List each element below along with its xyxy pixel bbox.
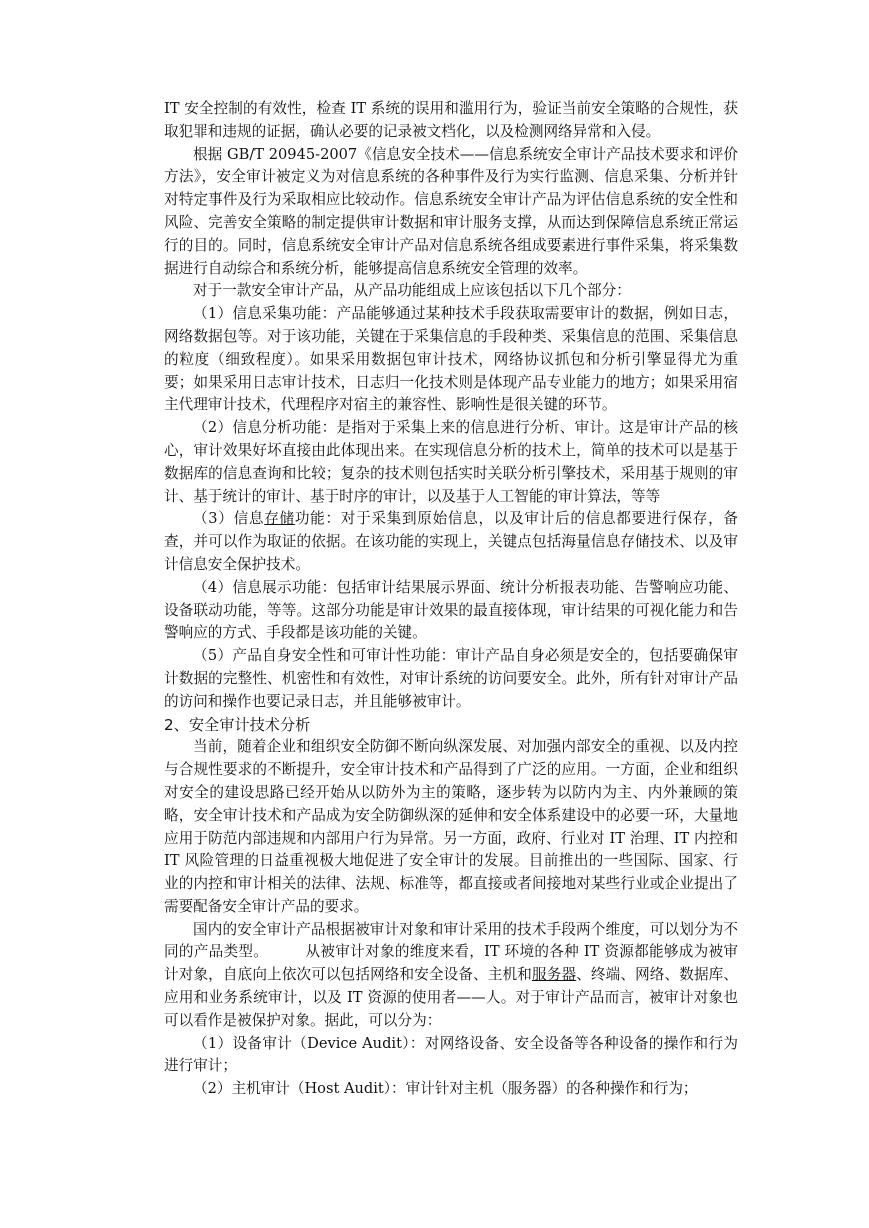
text-span: 、终端、网络、数据库、应用和业务系统审计，以及 IT 资源的使用者——人。对于审计产品而言，被审计对象也可以看作是被保护对象。据此，可以分为： [164,966,738,1029]
text-span: 功能：对于采集到原始信息，以及审计后的信息都要进行保存，备查，并可以作为取证的依据。在该功能的实现上，关键点包括海量信息存储技术、以及审计信息安全保护技术。 [164,510,738,573]
paragraph: （4）信息展示功能：包括审计结果展示界面、统计分析报表功能、告警响应功能、设备联动功能，等等。这部分功能是审计效果的最直接体现，审计结果的可视化能力和告警响应的方式、手段都是该功能的关键。 [164,578,738,642]
paragraph: IT 安全控制的有效性，检查 IT 系统的误用和滥用行为，验证当前安全策略的合规性，获取犯罪和违规的证据，确认必要的记录被文档化，以及检测网络异常和入侵。 [164,100,738,140]
paragraph: 根据 GB/T 20945-2007《信息安全技术——信息系统安全审计产品技术要求和评价方法》，安全审计被定义为对信息系统的各种事件及行为实行监测、信息采集、分析并针对特定事件及行为采取相应比较动作。信息系统安全审计产品为评估信息系统的安全性和风险、完善安全策略的制定提供审计数据和审计服务支撑，从而达到保障信息系统正常运行的目的。同时，信息系统安全审计产品对信息系统各组成要素进行事件采集，将采集数据进行自动综合和系统分析，能够提高信息系统安全管理的效率。 [164,145,738,277]
paragraph: 当前，随着企业和组织安全防御不断向纵深发展、对加强内部安全的重视、以及内控与合规性要求的不断提升，安全审计技术和产品得到了广泛的应用。一方面，企业和组织对安全的建设思路已经开始从以防外为主的策略，逐步转为以防内为主、内外兼顾的策略，安全审计技术和产品成为安全防御纵深的延伸和安全体系建设中的必要一环，大量地应用于防范内部违规和内部用户行为异常。另一方面，政府、行业对 IT 治理、IT 内控和 IT 风险管理的日益重视极大地促进了安全审计的发展。目前推出的一些国际、国家、行业的内控和审计相关的法律、法规、标准等，都直接或者间接地对某些行业或企业提出了需要配备安全审计产品的要求。 [164,738,738,915]
paragraph [164,508,738,576]
paragraph: （5）产品自身安全性和可审计性功能：审计产品自身必须是安全的，包括要确保审计数据的完整性、机密性和有效性，对审计系统的访问要安全。此外，所有针对审计产品的访问和操作也要记录日志，并且能够被审计。 [164,647,738,710]
paragraph: （2）信息分析功能：是指对于采集上来的信息进行分析、审计。这是审计产品的核心，审计效果好坏直接由此体现出来。在实现信息分析的技术上，简单的技术可以是基于数据库的信息查询和比较；复杂的技术则包括实时关联分析引擎技术，采用基于规则的审计、基于统计的审计、基于时序的审计，以及基于人工智能的审计算法，等等 [164,419,738,505]
paragraph: （1）设备审计（Device Audit）：对网络设备、安全设备等各种设备的操作和行为进行审计； [164,1034,738,1075]
underlined-term: 存储 [264,510,295,528]
paragraph [164,919,738,1033]
text-span: 国内的安全审计产品根据被审计对象和审计采用的技术手段两个维度，可以划分为不同的产品类型。 从被审计对象的维度来看，IT 环境的各种 IT 资源都能够成为被审计对象，自底向上依次可以包括网络和安全设备、主机和 [164,920,738,984]
text-span: （3）信息 [193,510,265,528]
underlined-term: 服务器 [532,966,577,984]
section-heading: 2、安全审计技术分析 [164,715,311,734]
paragraph: （1）信息采集功能：产品能够通过某种技术手段获取需要审计的数据，例如日志，网络数据包等。对于该功能，关键在于采集信息的手段种类、采集信息的范围、采集信息的粒度（细致程度）。如果采用数据包审计技术，网络协议抓包和分析引擎显得尤为重要；如果采用日志审计技术，日志归一化技术则是体现产品专业能力的地方；如果采用宿主代理审计技术，代理程序对宿主的兼容性、影响性是很关键的环节。 [164,305,738,414]
paragraph: （2）主机审计（Host Audit）：审计针对主机（服务器）的各种操作和行为； [193,1080,698,1098]
document-page [164,98,738,1101]
paragraph: 对于一款安全审计产品，从产品功能组成上应该包括以下几个部分： [193,282,631,300]
